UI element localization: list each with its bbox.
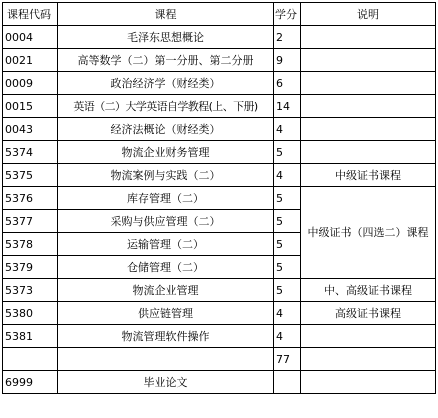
table-row (3, 302, 436, 325)
course-credit: 4 (274, 118, 301, 141)
course-code: 5375 (3, 164, 58, 187)
header-note: 说明 (301, 3, 436, 26)
course-credit: 2 (274, 26, 301, 49)
course-note (301, 141, 436, 164)
table-row (3, 26, 436, 49)
course-code: 5373 (3, 279, 58, 302)
header-code: 课程代码 (3, 3, 58, 26)
course-name: 仓储管理（二） (58, 256, 274, 279)
course-name: 物流企业财务管理 (58, 141, 274, 164)
course-code: 0004 (3, 26, 58, 49)
course-code: 5376 (3, 187, 58, 210)
table-row (3, 118, 436, 141)
course-note (301, 118, 436, 141)
course-note (301, 325, 436, 348)
course-name: 经济法概论（财经类） (58, 118, 274, 141)
course-credit: 9 (274, 49, 301, 72)
course-name: 库存管理（二） (58, 187, 274, 210)
course-credit (274, 371, 301, 394)
course-name: 毛泽东思想概论 (58, 26, 274, 49)
table-row (3, 279, 436, 302)
course-code: 0009 (3, 72, 58, 95)
note-intermediate-advanced: 中、高级证书课程 (301, 279, 436, 302)
note-intermediate-choose: 中级证书（四选二）课程 (301, 187, 436, 279)
course-code: 5374 (3, 141, 58, 164)
course-name: 物流管理软件操作 (58, 325, 274, 348)
course-note (301, 49, 436, 72)
course-credit: 5 (274, 279, 301, 302)
table-row (3, 49, 436, 72)
course-name: 运输管理（二） (58, 233, 274, 256)
course-name: 物流案例与实践（二） (58, 164, 274, 187)
course-credit: 4 (274, 302, 301, 325)
course-name: 英语（二）大学英语自学教程(上、下册) (58, 95, 274, 118)
table-row (3, 164, 436, 187)
course-credit: 4 (274, 164, 301, 187)
course-name (58, 348, 274, 371)
course-credit: 4 (274, 325, 301, 348)
table-header-row (3, 3, 436, 26)
course-code: 5380 (3, 302, 58, 325)
course-code: 5379 (3, 256, 58, 279)
course-table (2, 2, 436, 394)
course-code: 0043 (3, 118, 58, 141)
course-credit: 5 (274, 210, 301, 233)
note-intermediate: 中级证书课程 (301, 164, 436, 187)
course-note (301, 72, 436, 95)
course-code: 6999 (3, 371, 58, 394)
note-advanced: 高级证书课程 (301, 302, 436, 325)
course-credit: 5 (274, 233, 301, 256)
course-credit: 14 (274, 95, 301, 118)
course-code: 5378 (3, 233, 58, 256)
course-code: 5381 (3, 325, 58, 348)
course-name: 供应链管理 (58, 302, 274, 325)
course-code: 0015 (3, 95, 58, 118)
table-row (3, 187, 436, 210)
course-name: 毕业论文 (58, 371, 274, 394)
course-credit: 5 (274, 141, 301, 164)
course-name: 物流企业管理 (58, 279, 274, 302)
course-credit: 5 (274, 187, 301, 210)
course-note (301, 348, 436, 371)
table-row (3, 72, 436, 95)
total-row (3, 348, 436, 371)
header-credit: 学分 (274, 3, 301, 26)
course-name: 采购与供应管理（二） (58, 210, 274, 233)
course-credit: 5 (274, 256, 301, 279)
total-credit: 77 (274, 348, 301, 371)
table-row (3, 95, 436, 118)
course-code (3, 348, 58, 371)
header-course: 课程 (58, 3, 274, 26)
course-code: 5377 (3, 210, 58, 233)
course-name: 政治经济学（财经类） (58, 72, 274, 95)
table-row (3, 325, 436, 348)
course-credit: 6 (274, 72, 301, 95)
table-row (3, 371, 436, 394)
table-row (3, 141, 436, 164)
course-note (301, 371, 436, 394)
course-note (301, 95, 436, 118)
course-name: 高等数学（二）第一分册、第二分册 (58, 49, 274, 72)
course-note (301, 26, 436, 49)
course-code: 0021 (3, 49, 58, 72)
